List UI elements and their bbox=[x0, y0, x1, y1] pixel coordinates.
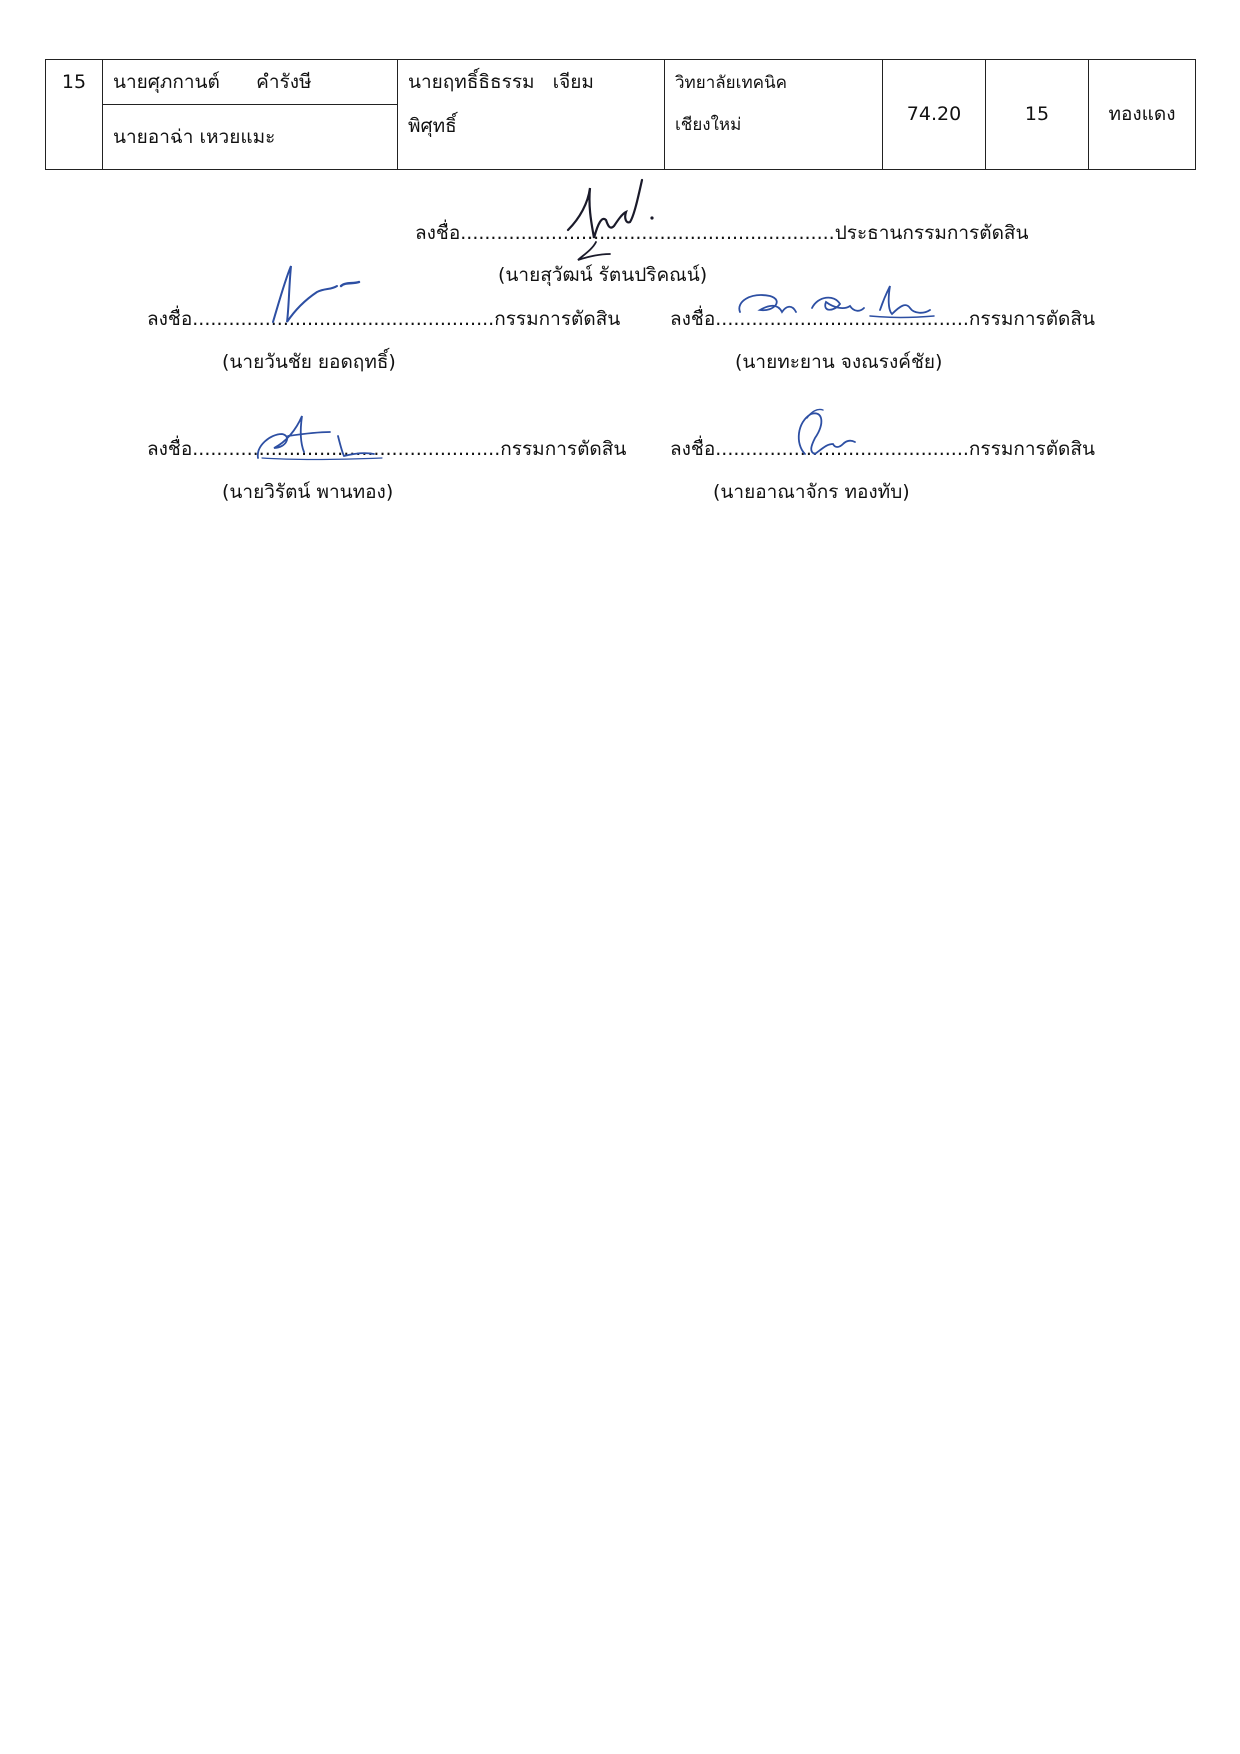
signature-dots: .......................................... bbox=[715, 438, 969, 460]
signature-dots: .................................................. bbox=[192, 308, 495, 330]
award-cell: ทองแดง bbox=[1089, 60, 1196, 170]
sign-label: ลงชื่อ bbox=[670, 308, 716, 330]
sign-label: ลงชื่อ bbox=[670, 438, 716, 460]
advisor-name-line-1: นายฤทธิ์ธิธรรม เจียม bbox=[398, 60, 665, 105]
signature-dots: .............................................................. bbox=[460, 222, 835, 244]
judge1-name: (นายวันชัย ยอดฤทธิ์) bbox=[222, 351, 396, 373]
judge2-role: กรรมการตัดสิน bbox=[968, 308, 1095, 330]
judge4-signature-image bbox=[785, 404, 895, 464]
judge3-name: (นายวิรัตน์ พานทอง) bbox=[222, 481, 394, 503]
row-number-empty bbox=[46, 105, 103, 170]
judge2-signature-image bbox=[730, 282, 940, 332]
advisor-name-line-2: พิศุทธิ์ bbox=[398, 105, 665, 170]
judge3-role: กรรมการตัดสิน bbox=[500, 438, 627, 460]
signature-dots: ................................................... bbox=[192, 438, 501, 460]
chair-role: ประธานกรรมการตัดสิน bbox=[834, 222, 1029, 244]
institution-line-1: วิทยาลัยเทคนิค bbox=[665, 60, 883, 105]
judge1-signature-line bbox=[147, 304, 620, 334]
student-name-2: นายอาฉ่า เหวยแมะ bbox=[103, 105, 398, 170]
score-cell: 74.20 bbox=[883, 60, 986, 170]
rank-cell: 15 bbox=[986, 60, 1089, 170]
judge4-role: กรรมการตัดสิน bbox=[968, 438, 1095, 460]
judge3-signature-image bbox=[252, 408, 402, 468]
results-table bbox=[45, 59, 1196, 170]
signature-dots: .......................................... bbox=[715, 308, 969, 330]
chair-name: (นายสุวัฒน์ รัตนปริคณน์) bbox=[498, 264, 708, 286]
chair-signature-line bbox=[415, 218, 1029, 248]
judge4-name: (นายอาณาจักร ทองทับ) bbox=[713, 481, 910, 503]
row-number: 15 bbox=[46, 60, 103, 105]
judge1-signature-image bbox=[265, 262, 375, 332]
judge1-role: กรรมการตัดสิน bbox=[494, 308, 621, 330]
table-row bbox=[46, 60, 1196, 105]
sign-label: ลงชื่อ bbox=[147, 308, 193, 330]
judge2-name: (นายทะยาน จงณรงค์ชัย) bbox=[735, 351, 943, 373]
sign-label: ลงชื่อ bbox=[147, 438, 193, 460]
institution-line-2: เชียงใหม่ bbox=[665, 105, 883, 170]
student-name-1: นายศุภกานต์ คำรังษี bbox=[103, 60, 398, 105]
sign-label: ลงชื่อ bbox=[415, 222, 461, 244]
